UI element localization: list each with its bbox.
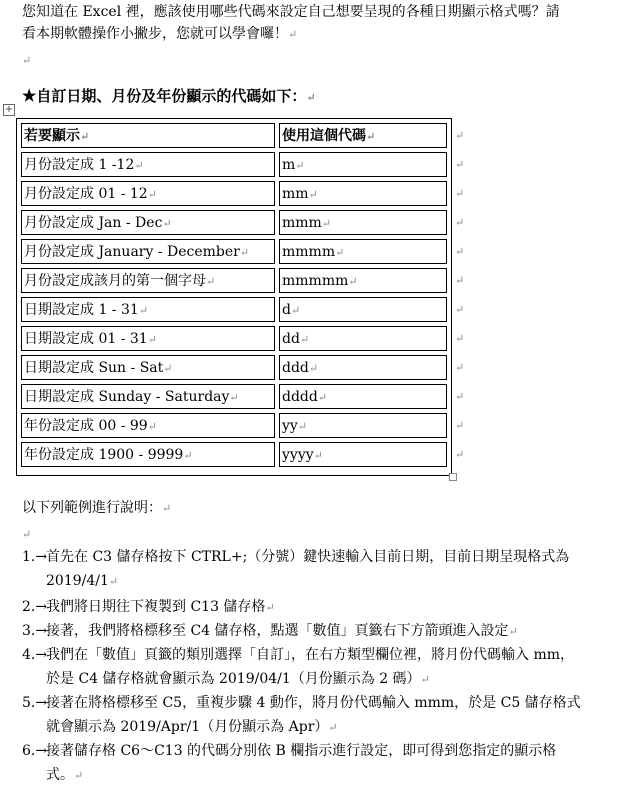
step-number: 1.→ — [22, 549, 48, 565]
step-item — [22, 596, 275, 618]
table-cell-code: m↵ — [279, 152, 447, 177]
step-item — [22, 620, 518, 642]
empty-paragraph: ↵ — [22, 54, 32, 67]
step-item — [22, 644, 574, 687]
intro-line-2: 看本期軟體操作小撇步，您就可以學會囉！↵ — [22, 26, 298, 42]
section-heading: ★自訂日期、月份及年份顯示的代碼如下：↵ — [22, 86, 316, 105]
step-text: 接著儲存格 C6～C13 的代碼分別依 B 欄指示進行設定，即可得到您指定的顯示格 — [46, 743, 557, 759]
intro-line-1: 您知道在 Excel 裡，應該使用哪些代碼來設定自己想要呈現的各種日期顯示格式嗎？請 — [22, 4, 560, 20]
table-cell-display: 日期設定成 1 - 31↵ — [21, 297, 275, 322]
date-code-table — [16, 118, 465, 476]
empty-paragraph-2: ↵ — [22, 528, 32, 541]
table-cell-display: 日期設定成 Sun - Sat↵ — [21, 355, 275, 380]
step-text: 我們在「數值」頁籤的類別選擇「自訂」，在右方類型欄位裡，將月份代碼輸入 mm， — [46, 647, 574, 663]
row-end-mark: ↵ — [455, 158, 465, 171]
step-text: 首先在 C3 儲存格按下 CTRL+;（分號）鍵快速輸入目前日期，目前日期呈現格式為 — [46, 549, 570, 565]
step-number: 2.→ — [22, 599, 48, 615]
row-end-mark: ↵ — [455, 332, 465, 345]
row-end-mark: ↵ — [455, 361, 465, 374]
table-cell-code: yy↵ — [279, 413, 447, 438]
step-item — [22, 740, 557, 783]
table-cell-code: mm↵ — [279, 181, 447, 206]
table-resize-handle[interactable] — [449, 473, 457, 481]
step-item — [22, 546, 570, 589]
table-cell-display: 日期設定成 Sunday - Saturday↵ — [21, 384, 275, 409]
step-text: 我們將日期往下複製到 C13 儲存格↵ — [46, 599, 275, 615]
table-cell-display: 月份設定成該月的第一個字母↵ — [21, 268, 275, 293]
table-cell-code: yyyy↵ — [279, 442, 447, 467]
row-end-mark: ↵ — [455, 419, 465, 432]
table-cell-code: mmmmm↵ — [279, 268, 447, 293]
table-cell-display: 年份設定成 1900 - 9999↵ — [21, 442, 275, 467]
table-cell-display: 月份設定成 January - December↵ — [21, 239, 275, 264]
step-text: 式。↵ — [46, 767, 84, 783]
step-text: 於是 C4 儲存格就會顯示為 2019/04/1（月份顯示為 2 碼）↵ — [46, 671, 430, 687]
step-number: 4.→ — [22, 647, 48, 663]
table-cell-display: 月份設定成 Jan - Dec↵ — [21, 210, 275, 235]
examples-intro: 以下列範例進行說明：↵ — [22, 500, 172, 516]
table-cell-code: mmmm↵ — [279, 239, 447, 264]
step-text: 接著在將格標移至 C5，重複步驟 4 動作，將月份代碼輸入 mmm，於是 C5 儲存格式 — [46, 695, 581, 711]
table-cell-code: dd↵ — [279, 326, 447, 351]
table-header-code: 使用這個代碼↵ — [279, 123, 447, 148]
row-end-mark: ↵ — [455, 129, 465, 142]
step-number: 6.→ — [22, 743, 48, 759]
row-end-mark: ↵ — [455, 216, 465, 229]
row-end-mark: ↵ — [455, 274, 465, 287]
step-number: 5.→ — [22, 695, 48, 711]
row-end-mark: ↵ — [455, 448, 465, 461]
step-text: 2019/4/1↵ — [46, 573, 119, 589]
table-cell-display: 年份設定成 00 - 99↵ — [21, 413, 275, 438]
table-cell-display: 月份設定成 01 - 12↵ — [21, 181, 275, 206]
step-item — [22, 692, 581, 735]
table-cell-display: 月份設定成 1 -12↵ — [21, 152, 275, 177]
step-text: 就會顯示為 2019/Apr/1（月份顯示為 Apr）↵ — [46, 719, 338, 735]
table-cell-code: dddd↵ — [279, 384, 447, 409]
star-icon: ★ — [22, 86, 37, 105]
row-end-mark: ↵ — [455, 390, 465, 403]
row-end-mark: ↵ — [455, 187, 465, 200]
table-move-handle-icon[interactable]: + — [4, 104, 14, 115]
step-text: 接著，我們將格標移至 C4 儲存格，點選「數值」頁籤右下方箭頭進入設定↵ — [46, 623, 518, 639]
table-cell-code: mmm↵ — [279, 210, 447, 235]
table-cell-code: ddd↵ — [279, 355, 447, 380]
table-cell-code: d↵ — [279, 297, 447, 322]
step-number: 3.→ — [22, 623, 48, 639]
row-end-mark: ↵ — [455, 303, 465, 316]
row-end-mark: ↵ — [455, 245, 465, 258]
table-header-display: 若要顯示↵ — [21, 123, 275, 148]
table-cell-display: 日期設定成 01 - 31↵ — [21, 326, 275, 351]
